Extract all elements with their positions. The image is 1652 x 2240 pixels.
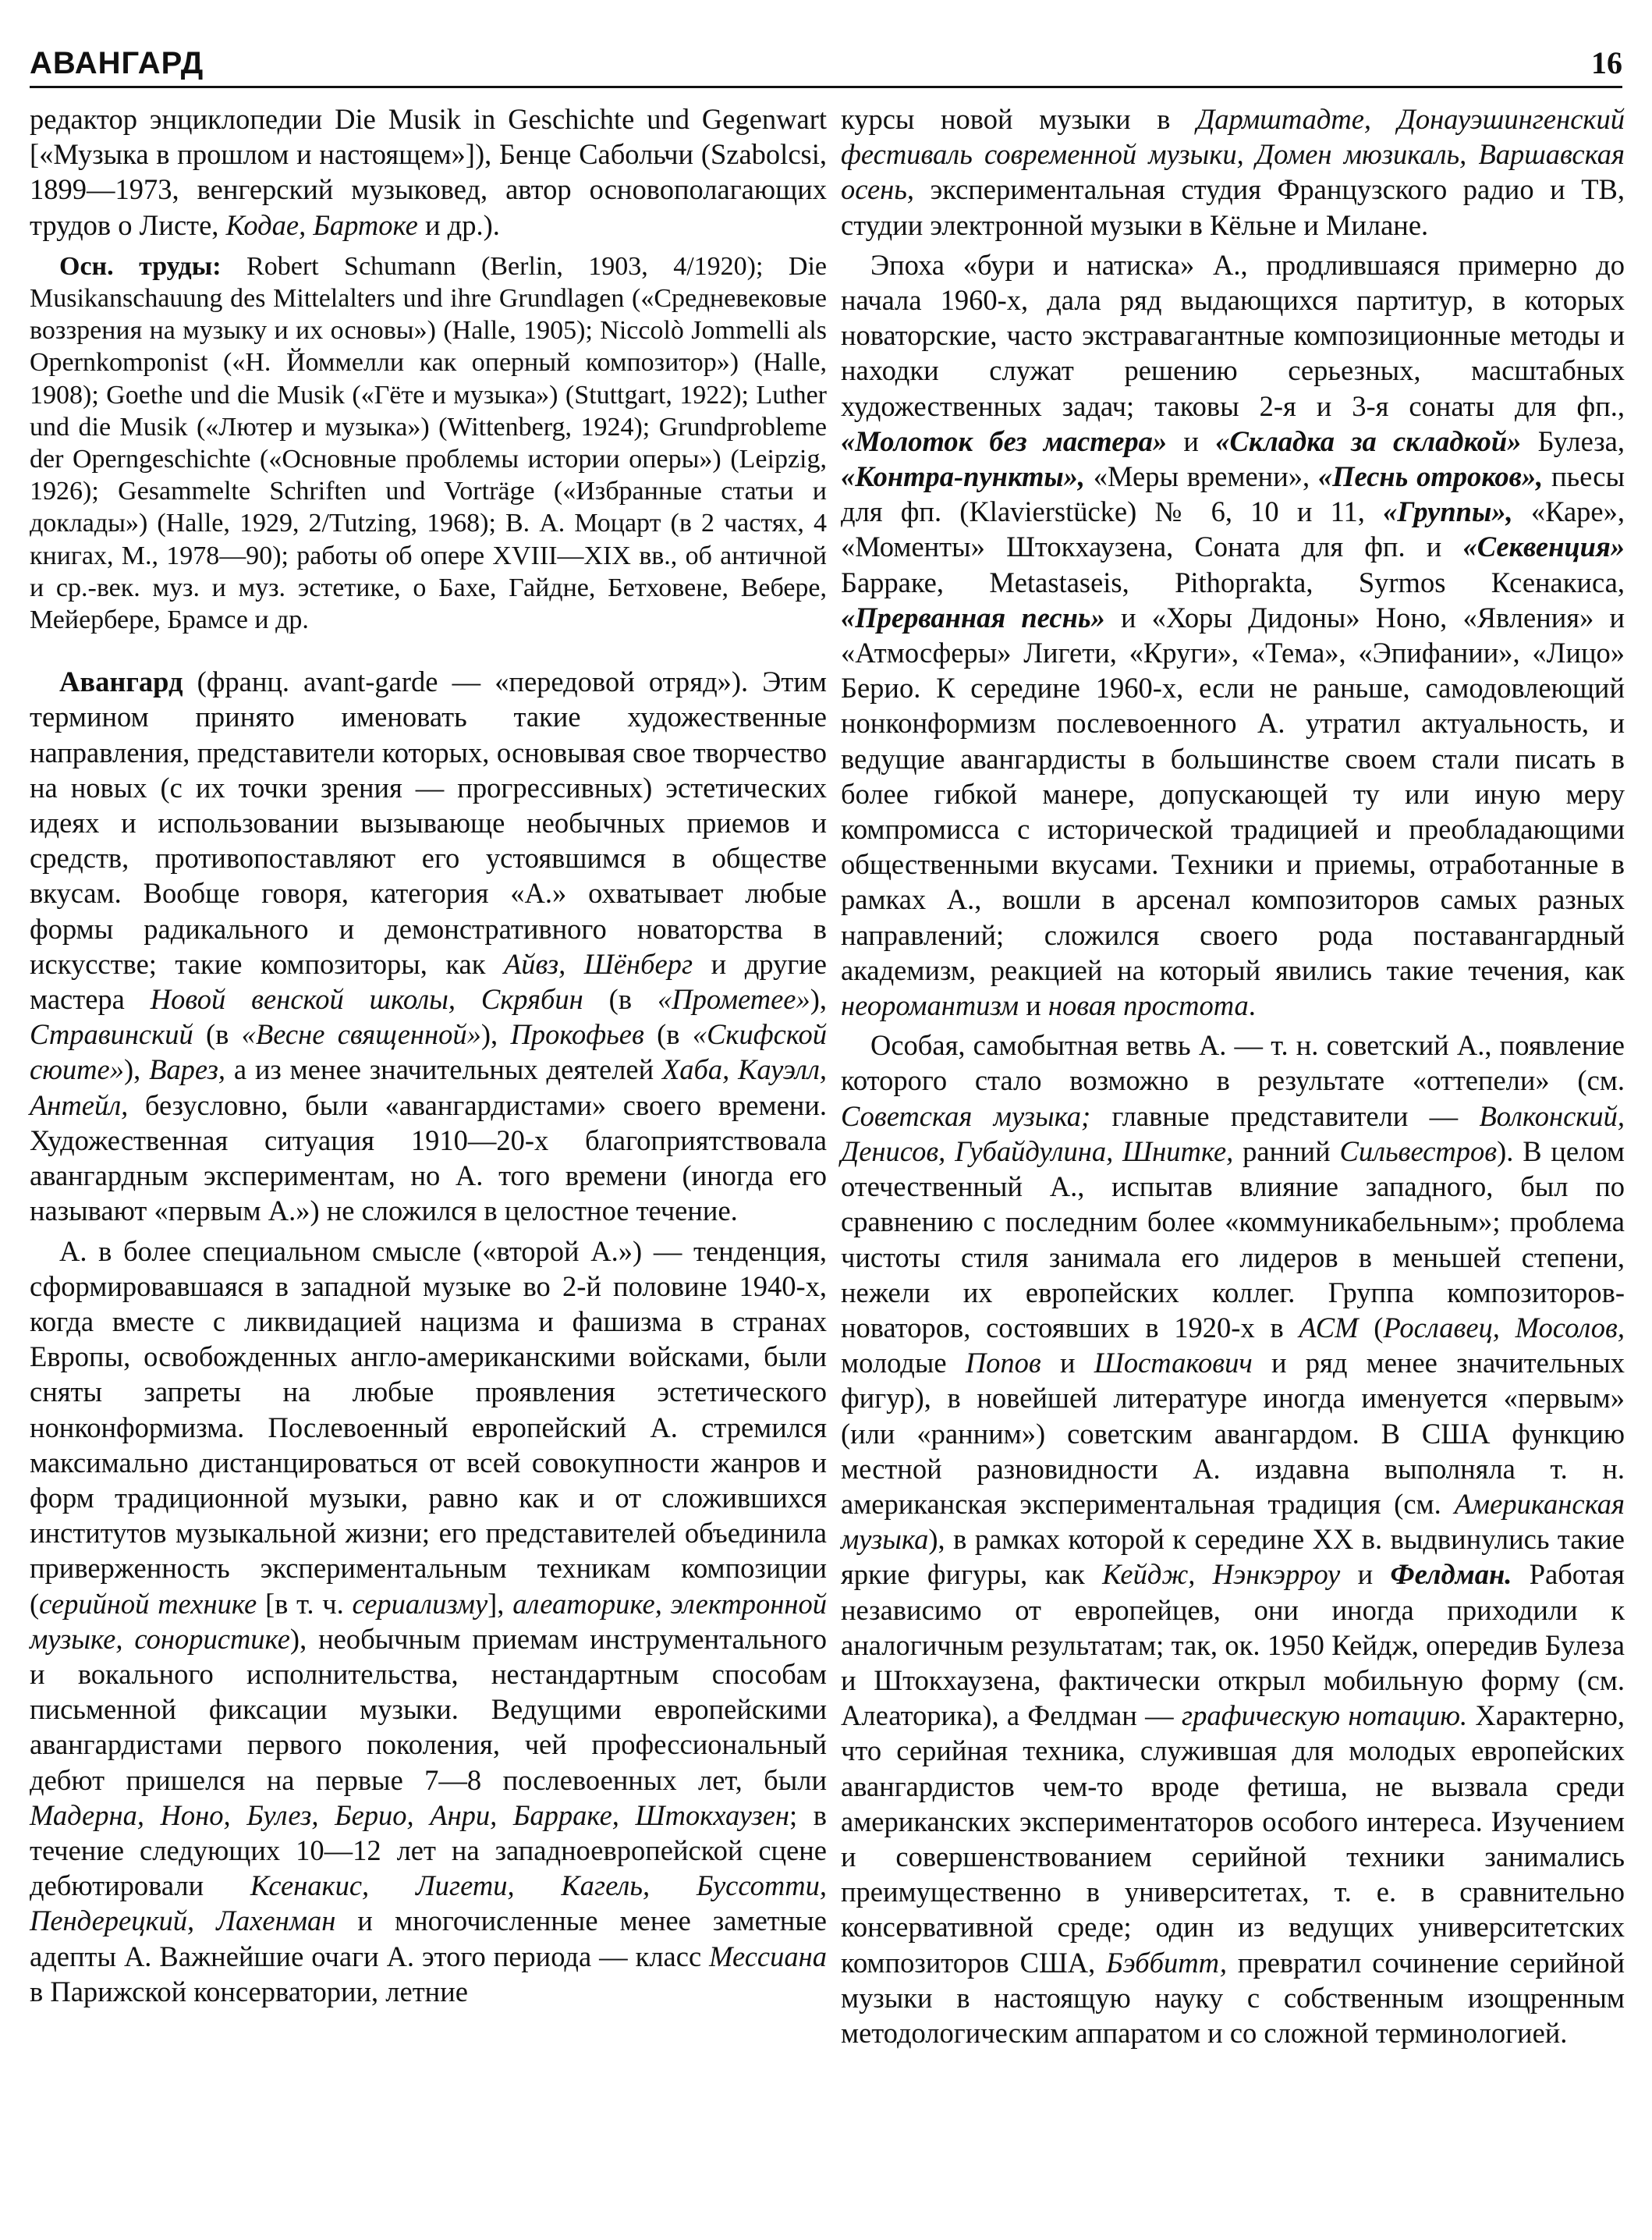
page-number: 16 [1591,45,1622,80]
prev-entry-continuation: редактор энциклопедии Die Musik in Geschichte und Gegenwart [«Музыка в прошлом и настоящем»]), Бенце Сабольчи (Szabolcsi, 1899—1973, венгерский музыковед, автор основополагающих трудов о Листе, Кодае, Бартоке и др.). [30,103,827,241]
entry-headword: Авангард [59,666,183,698]
paragraph-sturm-und-drang: Эпоха «бури и натиска» А., продлившаяся примерно до начала 1960-х, дала ряд выдающихся партитур, в которых новаторские, часто экстравагантные композиционные методы и находки служат решению серьезных, масштабных художественных задач; таковы 2-я и 3-я сонаты для фп., «Молоток без мастера» и «Складка за складкой» Булеза, «Контра-пункты», «Меры времени», «Песнь отроков», пьесы для фп. (Klavierstücke) № 6, 10 и 11, «Группы», «Каре», «Моменты» Штокхаузена, Соната для фп. и «Секвенция» Барраке, Metastaseis, Pithoprakta, Syrmos Ксенакиса, «Прерванная песнь» и «Хоры Дидоны» Ноно, «Явления» и «Атмосферы» Лигети, «Круги», «Тема», «Эпифании», «Лицо» Берио. К середине 1960-х, если не раньше, самодовлеющий нонконформизм послевоенного А. утратил актуальность, и ведущие авангардисты в большинстве своем стали писать в более гибкой манере, допускающей ту или иную меру компромисса с исторической традицией и преобладающими общественными вкусами. Техники и приемы, отработанные в рамках А., вошли в арсенал композиторов самых разных направлений; сложился своего рода поставангардный академизм, реакцией на который явились такие течения, как неоромантизм и новая простота. [841,248,1625,1022]
header-rule [30,86,1622,88]
paragraph-soviet-avangard: Особая, самобытная ветвь А. — т. н. советский А., появление которого стало возможно в результате «оттепели» (см. Советская музыка; главные представители — Волконский, Денисов, Губайдулина, Шнитке, ранний Сильвестров). В целом отечественный А., испытав влияние западного, был по сравнению с последним более «коммуникабельным»; проблема чистоты стиля занимала его лидеров в меньшей степени, нежели их европейских коллег. Группа композиторов-новаторов, состоявших в 1920-х в АСМ (Рославец, Мосолов, молодые Попов и Шостакович и ряд менее значительных фигур), в новейшей литературе иногда именуется «первым» (или «ранним») советским авангардом. В США функцию местной разновидности А. издавна выполняла т. н. американская экспериментальная традиция (см. Американская музыка), в рамках которой к середине XX в. выдвинулись такие яркие фигуры, как Кейдж, Нэнкэрроу и Фелдман. Работая независимо от европейцев, они иногда приходили к аналогичным результатам; так, ок. 1950 Кейдж, опередив Булеза и Штокхаузена, фактически открыл мобильную форму (см. Алеаторика), а Фелдман — графическую нотацию. Характерно, что серийная техника, служившая для молодых европейских авангардистов чем-то вроде фетиша, не вызвала среди американских экспериментаторов особого интереса. Изучением и совершенствованием серийной техники занимались преимущественно в университетах, т. е. в сравнительно консервативной среде; один из ведущих университетских композиторов США, Бэббитт, превратил сочинение серийной музыки в настоящую науку с собственным изощренным методологическим аппаратом и со сложной терминологией. [841,1029,1625,2049]
paragraph-centers-continued: курсы новой музыки в Дармштадте, Донауэшингенский фестиваль современной музыки, Домен мюзикаль, Варшавская осень, экспериментальная студия Французского радио и ТВ, студии электронной музыки в Кёльне и Милане. [841,103,1625,241]
entry-avangard-intro: Авангард (франц. avant-garde — «передовой отряд»). Этим термином принято именовать такие художественные направления, представители которых, основывая свое творчество на новых (с их точки зрения — прогрессивных) эстетических идеях и использовании вызывающе необычных приемов и средств, противопоставляют его устоявшимся в обществе вкусам. Вообще говоря, категория «А.» охватывает любые формы радикального и демонстративного новаторства в искусстве; такие композиторы, как Айвз, Шёнберг и другие мастера Новой венской школы, Скрябин (в «Прометее»), Стравинский (в «Весне священной»), Прокофьев (в «Скифской сюите»), Варез, а из менее значительных деятелей Хаба, Кауэлл, Антейл, безусловно, были «авангардистами» своего времени. Художественная ситуация 1910—20-х благоприятствовала авангардным экспериментам, но А. того времени (иногда его называют «первым А.») не сложился в целостное течение. [30,666,828,1227]
left-column [30,101,827,2009]
main-works-list: Осн. труды: Robert Schumann (Berlin, 1903, 4/1920); Die Musikanschauung des Mittelalters und ihre Grundlagen («Средневековые воззрения на музыку и их основы») (Halle, 1905); Niccolò Jommelli als Opernkomponist («Н. Йоммелли как оперный композитор») (Halle, 1908); Goethe und die Musik («Гёте и музыка») (Stuttgart, 1922); Luther und die Musik («Лютер и музыка») (Wittenberg, 1924); Grundprobleme der Operngeschichte («Основные проблемы истории оперы») (Leipzig, 1926); Gesammelte Schriften und Vorträge («Избранные статьи и доклады») (Halle, 1929, 2/Tutzing, 1968); В. А. Моцарт (в 2 частях, 4 книгах, М., 1978—90); работы об опере XVIII—XIX вв., об античной и ср.-век. муз. и муз. эстетике, о Бахе, Гайдне, Бетховене, Вебере, Мейербере, Брамсе и др. [30,251,827,635]
running-head-title: АВАНГАРД [30,46,204,80]
paragraph-second-avangard: А. в более специальном смысле («второй А.») — тенденция, сформировавшаяся в западной музыке во 2-й половине 1940-х, когда вместе с ликвидацией нацизма и фашизма в странах Европы, освобожденных англо-американскими войсками, были сняты запреты на любые проявления эстетического нонконформизма. Послевоенный европейский А. стремился максимально дистанцироваться от всей совокупности жанров и форм традиционной музыки, равно как и от сложившихся институтов музыкальной жизни; его представителей объединила приверженность экспериментальным техникам композиции (серийной технике [в т. ч. сериализму], алеаторике, электронной музыке, сонористике), необычным приемам инструментального и вокального исполнительства, нестандартным способам письменной фиксации музыки. Ведущими европейскими авангардистами первого поколения, чей профессиональный дебют пришелся на первые 7—8 послевоенных лет, были Мадерна, Ноно, Булез, Берио, Анри, Барраке, Штокхаузен; в течение следующих 10—12 лет на западноевропейской сцене дебютировали Ксенакис, Лигети, Кагель, Буссотти, Пендерецкий, Лахенман и многочисленные менее заметные адепты А. Важнейшие очаги А. этого периода — класс Мессиана в Парижской консерватории, летние [30,1234,828,2007]
right-column [841,101,1625,2050]
works-label: Осн. труды: [59,251,222,281]
running-header [30,44,1622,83]
